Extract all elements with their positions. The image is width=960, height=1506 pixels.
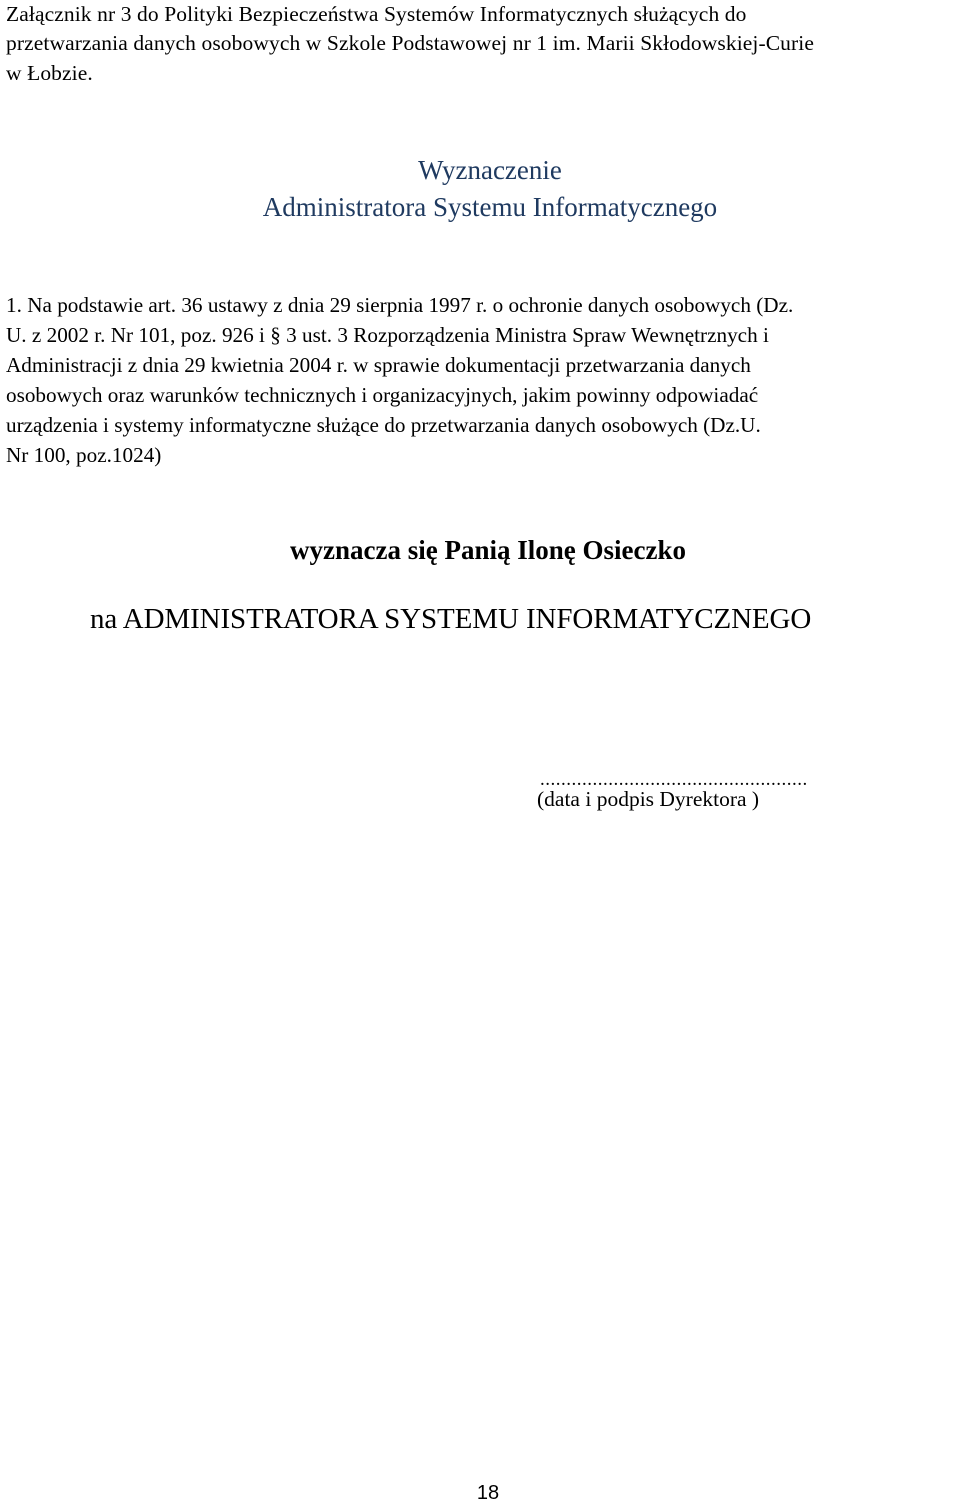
legal-basis-line-1: 1. Na podstawie art. 36 ustawy z dnia 29 sierpnia 1997 r. o ochronie danych osobowych (Dz. [6,293,794,317]
header-line-1: Załącznik nr 3 do Polityki Bezpieczeństwa Systemów Informatycznych służących do [6,2,747,26]
title-line-1: Wyznaczenie [418,155,562,185]
signature-caption: (data i podpis Dyrektora ) [537,787,760,811]
legal-basis-line-5: urządzenia i systemy informatyczne służące do przetwarzania danych osobowych (Dz.U. [6,413,761,437]
header-line-3: w Łobzie. [6,61,93,85]
legal-basis-line-2: U. z 2002 r. Nr 101, poz. 926 i § 3 ust. 3 Rozporządzenia Ministra Spraw Wewnętrznych i [6,323,769,347]
page-number: 18 [476,1482,500,1504]
legal-basis-line-3: Administracji z dnia 29 kwietnia 2004 r. w sprawie dokumentacji przetwarzania danych [6,353,751,377]
legal-basis-line-4: osobowych oraz warunków technicznych i organizacyjnych, jakim powinny odpowiadać [6,383,759,407]
appointment-text: wyznacza się Panią Ilonę Osieczko [290,535,686,565]
title-line-2: Administratora Systemu Informatycznego [262,192,718,222]
signature-line: ................................................... [540,769,808,790]
appointment-role: na ADMINISTRATORA SYSTEMU INFORMATYCZNEGO [90,603,812,635]
legal-basis-line-6: Nr 100, poz.1024) [6,443,162,467]
header-line-2: przetwarzania danych osobowych w Szkole Podstawowej nr 1 im. Marii Skłodowskiej-Curie [6,31,815,55]
